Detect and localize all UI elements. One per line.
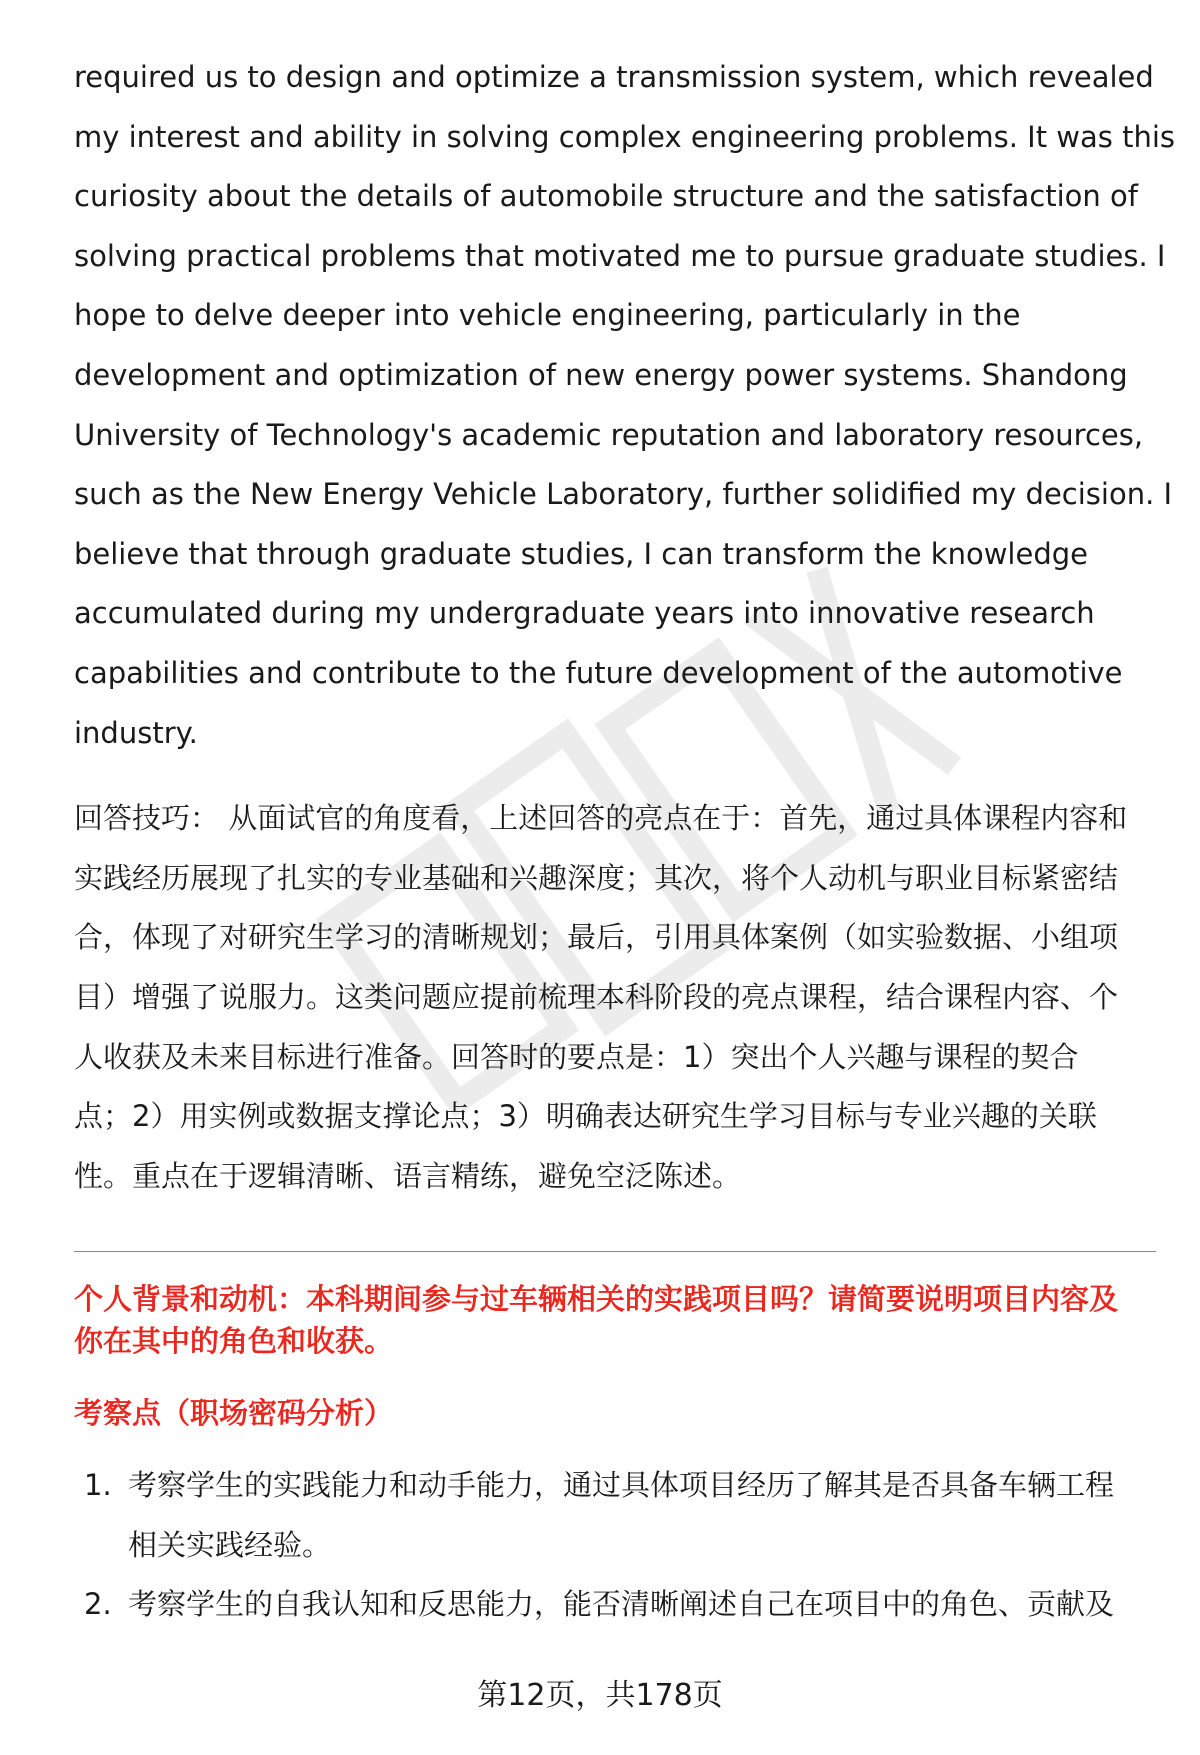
question-heading: [74, 1278, 1156, 1362]
answer-line: believe that through graduate studies, I can transform the knowledge: [74, 536, 1088, 571]
tips-paragraph: [74, 789, 1156, 1206]
answer-line: required us to design and optimize a transmission system, which revealed: [74, 60, 1154, 94]
question-line: 个人背景和动机：本科期间参与过车辆相关的实践项目吗？请简要说明项目内容及: [74, 1282, 1119, 1317]
list-item-number: 2.: [84, 1587, 112, 1622]
answer-line: solving practical problems that motivated me to pursue graduate studies. I: [74, 238, 1166, 273]
answer-line: University of Technology's academic reputation and laboratory resources,: [74, 417, 1144, 452]
tips-line: 性。重点在于逻辑清晰、语言精练，避免空泛陈述。: [74, 1158, 742, 1193]
list-item: [74, 1456, 1156, 1575]
tips-line: 合，体现了对研究生学习的清晰规划；最后，引用具体案例（如实验数据、小组项: [74, 920, 1119, 955]
answer-line: my interest and ability in solving complex engineering problems. It was this: [74, 119, 1176, 154]
tips-line: 实践经历展现了扎实的专业基础和兴趣深度；其次，将个人动机与职业目标紧密结: [74, 860, 1119, 895]
answer-line: hope to delve deeper into vehicle engineering, particularly in the: [74, 298, 1021, 333]
page-footer: 第12页，共178页: [477, 1678, 723, 1713]
assessment-points-title: 考察点（职场密码分析）: [74, 1396, 394, 1431]
section-divider: [74, 1251, 1156, 1252]
answer-line: development and optimization of new energy power systems. Shandong: [74, 357, 1128, 392]
answer-line: industry.: [74, 715, 198, 750]
list-item-line: 考察学生的自我认知和反思能力，能否清晰阐述自己在项目中的角色、贡献及: [128, 1587, 1115, 1622]
question-line: 你在其中的角色和收获。: [74, 1324, 394, 1359]
answer-line: such as the New Energy Vehicle Laboratory, further solidified my decision. I: [74, 477, 1173, 512]
tips-line: 点；2）用实例或数据支撑论点；3）明确表达研究生学习目标与专业兴趣的关联: [74, 1099, 1097, 1134]
list-item: [74, 1575, 1156, 1635]
list-item-line: 考察学生的实践能力和动手能力，通过具体项目经历了解其是否具备车辆工程: [128, 1468, 1115, 1503]
list-item-number: 1.: [84, 1468, 112, 1503]
tips-line: 目）增强了说服力。这类问题应提前梳理本科阶段的亮点课程，结合课程内容、个: [74, 979, 1119, 1014]
assessment-points-list: [74, 1456, 1156, 1635]
document-page: [74, 48, 1176, 1651]
answer-line: accumulated during my undergraduate years into innovative research: [74, 596, 1095, 631]
list-item-line: 相关实践经验。: [128, 1527, 332, 1562]
tips-line: 回答技巧： 从面试官的角度看，上述回答的亮点在于：首先，通过具体课程内容和: [74, 801, 1128, 836]
answer-paragraph: [74, 48, 1176, 763]
tips-line: 人收获及未来目标进行准备。回答时的要点是：1）突出个人兴趣与课程的契合: [74, 1039, 1079, 1074]
answer-line: curiosity about the details of automobile structure and the satisfaction of: [74, 179, 1138, 214]
answer-line: capabilities and contribute to the future development of the automotive: [74, 655, 1123, 690]
